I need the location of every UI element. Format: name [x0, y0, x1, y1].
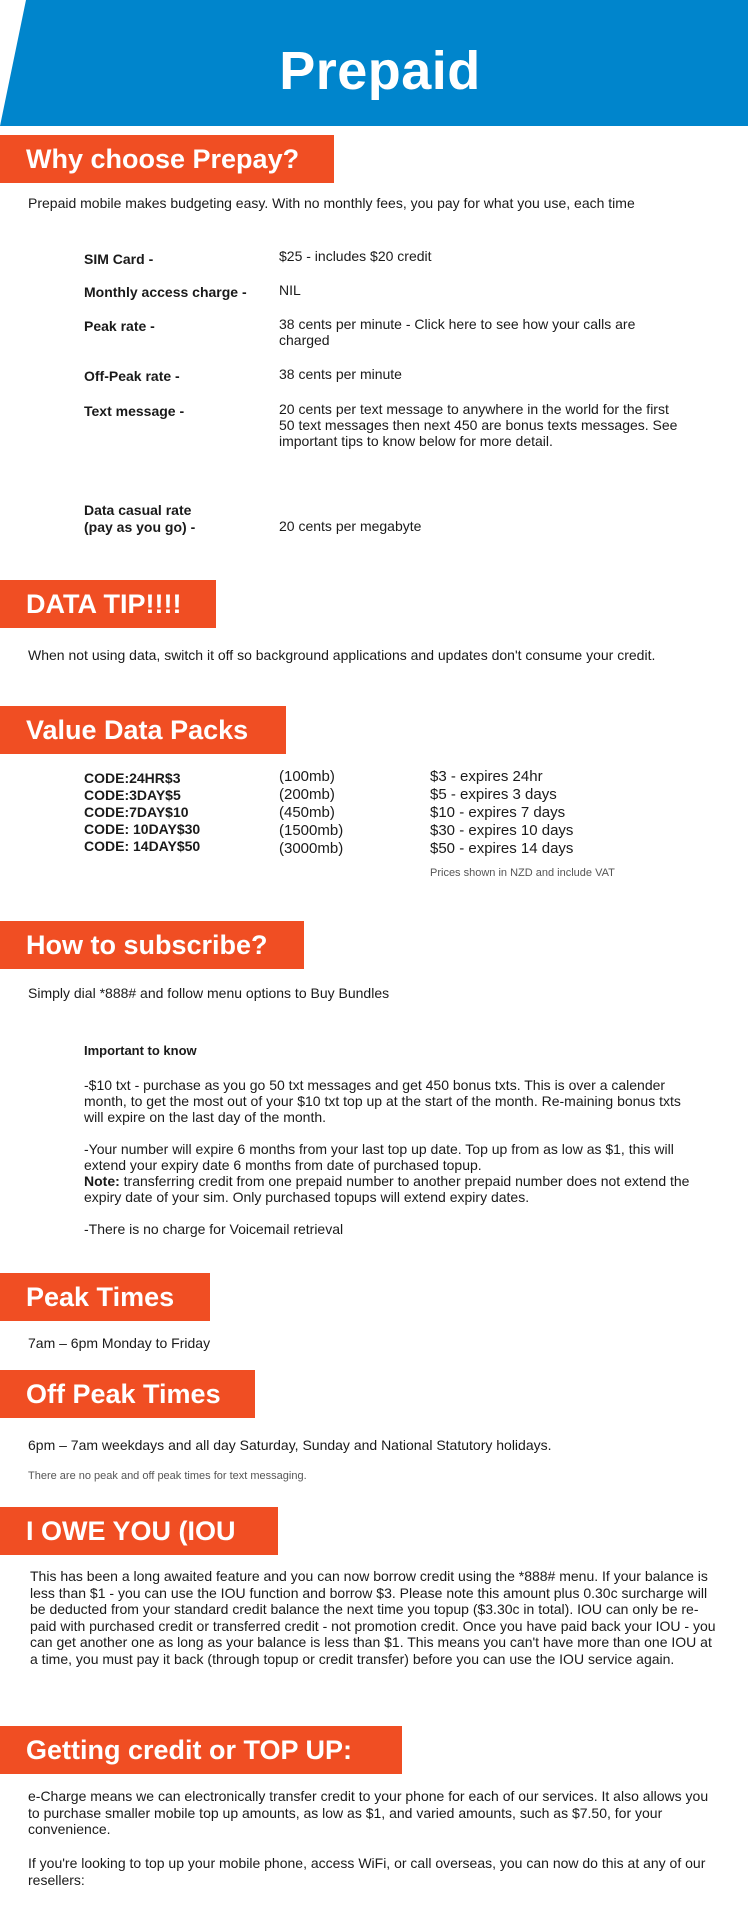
section-heading-data-tip: DATA TIP!!!! [0, 580, 216, 628]
rate-label: Monthly access charge - [84, 284, 247, 300]
rate-label: SIM Card - [84, 251, 154, 267]
pack-prices [430, 768, 573, 858]
peak-times-text: 7am – 6pm Monday to Friday [28, 1335, 211, 1351]
iou-text: This has been a long awaited feature and you can now borrow credit using the *888# menu. If your balance is less than $1 - you can use the IOU function and borrow $3. Please note this amount plus 0.30c surcharge will be deducted from your standard credit balance the next time you topup ($3.30c in total). IOU can only be re-paid with purchased credit or transferred credit - not promotion credit. Once you have paid back your IOU - you can get another one as long as your balance is less than $1. This means you can't have more than one IOU at a time, you must pay it back (through topup or credit transfer) before you can use the IOU service again. [30, 1568, 716, 1667]
section-heading-why-prepay: Why choose Prepay? [0, 135, 334, 183]
important-heading: Important to know [84, 1043, 197, 1058]
offpeak-times-text: 6pm – 7am weekdays and all day Saturday, Sunday and National Statutory holidays. [28, 1437, 552, 1453]
rate-value: 38 cents per minute [279, 366, 402, 382]
pack-code: CODE:7DAY$10 [84, 804, 189, 820]
pack-sizes [279, 768, 343, 858]
prices-note: Prices shown in NZD and include VAT [430, 867, 615, 879]
topup-paragraph: e-Charge means we can electronically transfer credit to your phone for each of our services. It also allows you to purchase smaller mobile top up amounts, as low as $1, and varied amounts, such as $7.50, for your convenience. [28, 1788, 709, 1837]
section-heading-subscribe: How to subscribe? [0, 921, 304, 969]
rate-label: Data casual rate (pay as you go) - [84, 502, 196, 535]
pack-price: $30 - expires 10 days [430, 822, 574, 839]
section-heading-topup: Getting credit or TOP UP: [0, 1726, 402, 1774]
page-title: Prepaid [279, 41, 481, 101]
section-heading-data-packs: Value Data Packs [0, 706, 286, 754]
rate-value: 38 cents per minute - Click here to see how your calls are charged [279, 316, 636, 348]
section-heading-offpeak-times: Off Peak Times [0, 1370, 255, 1418]
rate-value: NIL [279, 282, 301, 298]
pack-size: (3000mb) [279, 840, 344, 857]
topup-paragraph: If you're looking to top up your mobile phone, access WiFi, or call overseas, you can now do this at any of our resellers: [28, 1855, 706, 1888]
pack-price: $10 - expires 7 days [430, 804, 566, 821]
important-paragraph: -$10 txt - purchase as you go 50 txt messages and get 450 bonus txts. This is over a calender month, to get the most out of your $10 txt top up at the start of the month. Re-maining bonus txts will expire on the last day of the month. [84, 1077, 681, 1125]
why-prepay-intro: Prepaid mobile makes budgeting easy. With no monthly fees, you pay for what you use, each time [28, 195, 635, 211]
rate-value: $25 - includes $20 credit [279, 248, 432, 264]
important-note [84, 1173, 704, 1205]
important-paragraph: -Your number will expire 6 months from your last top up date. Top up from as low as $1, this will extend your expiry date 6 months from date of purchased topup. [84, 1141, 674, 1173]
section-heading-iou: I OWE YOU (IOU [0, 1507, 278, 1555]
pack-codes [84, 770, 200, 855]
section-heading-peak-times: Peak Times [0, 1273, 210, 1321]
important-block [84, 1043, 704, 1237]
rate-value: 20 cents per megabyte [279, 518, 422, 534]
important-paragraph: -There is no charge for Voicemail retrieval [84, 1221, 344, 1237]
pack-size: (450mb) [279, 804, 335, 821]
pack-code: CODE:3DAY$5 [84, 787, 181, 803]
rate-label: Peak rate - [84, 318, 155, 334]
note-label: Note: [84, 1173, 120, 1189]
pack-size: (100mb) [279, 768, 335, 785]
rate-label: Off-Peak rate - [84, 368, 180, 384]
note-text: transferring credit from one prepaid number to another prepaid number does not extend the expiry date of your sim. Only purchased topups will extend expiry dates. [84, 1173, 690, 1205]
rate-label: Text message - [84, 403, 185, 419]
pack-price: $3 - expires 24hr [430, 768, 543, 785]
data-tip-text: When not using data, switch it off so background applications and updates don't consume your credit. [28, 647, 656, 663]
pack-code: CODE: 14DAY$50 [84, 838, 201, 854]
rate-value: 20 cents per text message to anywhere in the world for the first 50 text messages then next 450 are bonus texts messages. See important tips to know below for more detail. [279, 401, 678, 449]
offpeak-note: There are no peak and off peak times for text messaging. [28, 1470, 307, 1482]
pack-code: CODE:24HR$3 [84, 770, 181, 786]
pack-price: $50 - expires 14 days [430, 840, 574, 857]
pack-code: CODE: 10DAY$30 [84, 821, 201, 837]
pack-size: (1500mb) [279, 822, 344, 839]
pack-size: (200mb) [279, 786, 335, 803]
pack-price: $5 - expires 3 days [430, 786, 557, 803]
header-banner [0, 0, 748, 126]
subscribe-text: Simply dial *888# and follow menu options to Buy Bundles [28, 985, 390, 1001]
